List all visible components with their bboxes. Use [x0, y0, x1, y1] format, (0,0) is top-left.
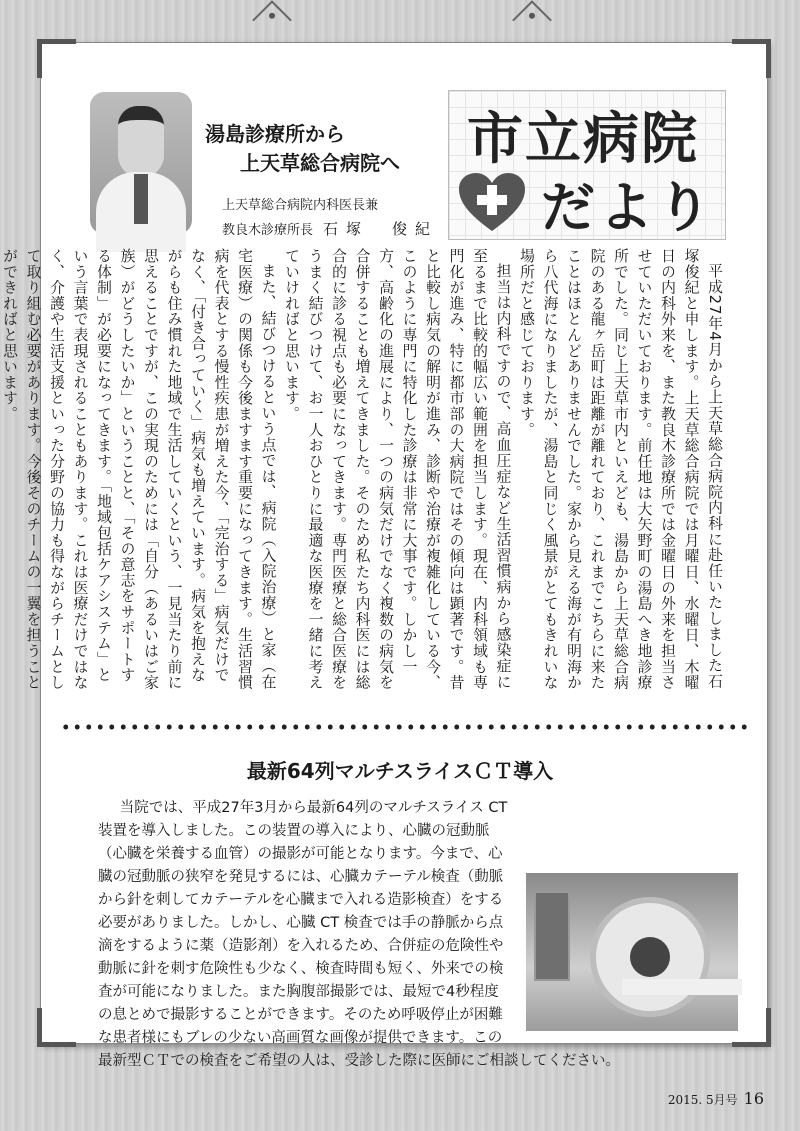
- corner-bracket-icon: [37, 1008, 76, 1047]
- hanger-right-icon: [512, 0, 552, 40]
- article-body-vertical: [1, 248, 726, 693]
- author-role: 教良木診療所長: [222, 223, 314, 238]
- dotted-divider: [60, 724, 750, 730]
- ct-article-body: [98, 797, 738, 1073]
- article-title-line2: 上天草総合病院へ: [240, 151, 400, 175]
- ct-article-text: 当院では、平成27年3月から最新64列のマルチスライス CT 装置を導入しました。この装置の導入により、心臓の冠動脈（心臓を栄養する血管）の撮影が可能となります。今まで、心臓の冠動脈の狭窄を発見するには、心臓カテーテル検査（動脈から針を刺してカテーテルを心臓まで入れる造影検査）をする必要がありました。しかし、心臓 CT 検査では手の静脈から点滴をするように薬（造影剤）を入れるため、合併症の危険性や動脈に針を刺す危険性も少なく、検査時間も短く、外来での検査が可能になりました。また胸腹部撮影では、最短で4秒程度の息とめで撮影することができます。そのため呼吸停止が困難な患者様にもブレの少ない高画質な画像が提供できます。この最新型ＣＴでの検査をご希望の人は、受診した際に医師にご相談してください。: [98, 800, 620, 1069]
- hanger-left-icon: [252, 0, 292, 40]
- author-name: 石塚 俊紀: [323, 220, 439, 238]
- page-number: 16: [743, 1089, 764, 1108]
- issue-date: 2015. 5月号: [667, 1093, 738, 1107]
- article-title-line1: 湯島診療所から: [205, 122, 345, 146]
- author-line: [222, 218, 438, 239]
- paragraph: 平成27年4月から上天草総合病院内科に赴任いたしました石塚俊紀と申します。上天草総合病院では月曜日、水曜日、木曜日の内科外来を、また教良木診療所では金曜日の外来を担当させていただいております。前任地は大矢野町の湯島へき地診療所でした。同じ上天草市内といえども、湯島から上天草総合病院のある龍ヶ岳町は距離が離れており、これまでこちらに来たことはほとんどありませんでした。家から見える海が有明海から八代海になりましたが、湯島と同じく風景がとてもきれいな場所だと感じております。: [518, 248, 723, 691]
- page-footer: [668, 1089, 764, 1108]
- logo-line1: 市立病院: [467, 107, 699, 172]
- doctor-portrait: [90, 92, 192, 234]
- corner-bracket-icon: [37, 39, 76, 78]
- ct-scanner-photo: [526, 873, 738, 1031]
- newsletter-logo: [448, 90, 726, 240]
- paragraph: 担当は内科ですので、高血圧症など生活習慣病から感染症に至るまで比較的幅広い範囲を担当します。現在、内科領域も専門化が進み、特に都市部の大病院ではその傾向は顕著です。昔と比較し病気の解明が進み、診断や治療が複雑化している今、このように専門に特化した診療は非常に大事です。しかし一方、高齢化の進展により、一つの病気だけでなく複数の病気を合併することも増えてきました。そのため私たち内科医には総合的に診る視点も必要になってきます。専門医療と総合医療をうまく結びつけて、お一人おひとりに最適な医療を一緒に考えていければと思います。: [283, 248, 512, 691]
- logo-line2: だより: [541, 176, 715, 239]
- heart-cross-icon: [457, 171, 527, 233]
- corner-bracket-icon: [732, 39, 771, 78]
- ct-article-title: 最新64列マルチスライスＣＴ導入: [246, 759, 554, 783]
- author-position: 上天草総合病院内科医長兼: [222, 198, 379, 213]
- paragraph: また、結びつけるという点では、病院（入院治療）と家（在宅医療）の関係も今後ますます重要になってきます。生活習慣病を代表とする慢性疾患が増えた今、「完治する」病気だけでなく、「付き合っていく」病気も増えています。病気を抱えながらも住み慣れた地域で生活していくという、一見当たり前に思えることですが、この実現のためには「自分（あるいはご家族）がどうしたいか」ということと、「その意志をサポートする体制」が必要になってきます。「地域包括ケアシステム」という言葉で表現されることもあります。これは医療だけではなく、介護や生活支援といった分野の協力も得ながらチームとして取り組む必要があります。今後そのチームの一翼を担うことができればと思います。: [1, 248, 277, 691]
